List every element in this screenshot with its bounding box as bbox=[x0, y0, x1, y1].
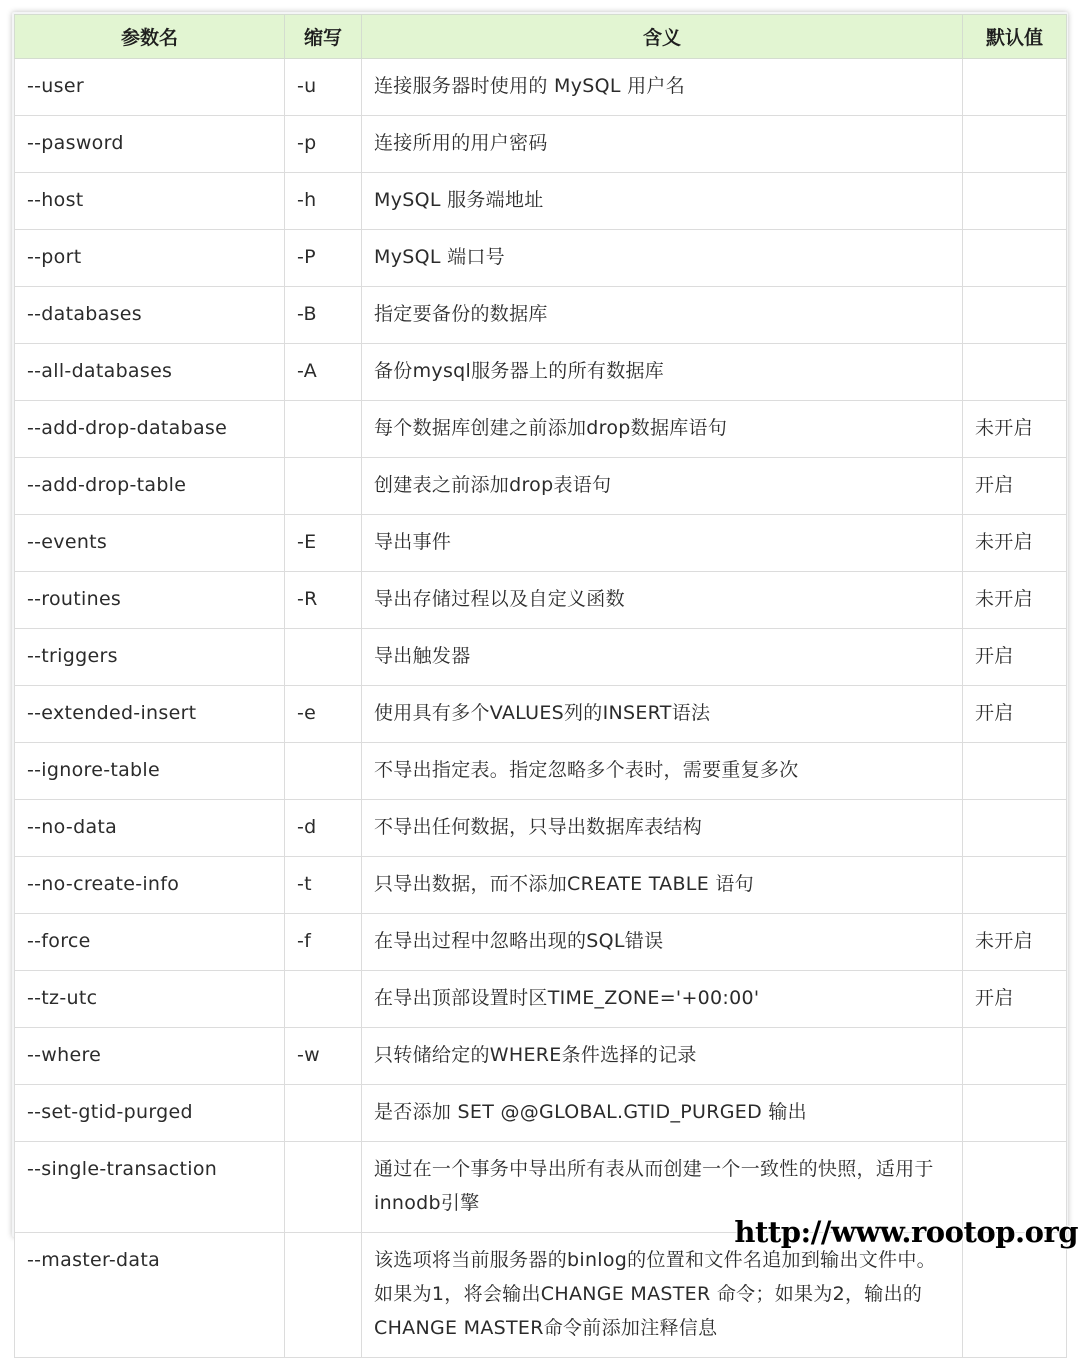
default-value-cell bbox=[963, 1028, 1067, 1085]
param-name-cell: --no-data bbox=[15, 800, 285, 857]
default-value-cell: 未开启 bbox=[963, 515, 1067, 572]
abbreviation-cell bbox=[285, 629, 362, 686]
param-name-cell: --add-drop-table bbox=[15, 458, 285, 515]
abbreviation-cell bbox=[285, 1142, 362, 1233]
default-value-cell: 未开启 bbox=[963, 401, 1067, 458]
abbreviation-cell bbox=[285, 743, 362, 800]
table-row bbox=[15, 1233, 1067, 1358]
param-name-cell: --user bbox=[15, 59, 285, 116]
default-value-cell bbox=[963, 1233, 1067, 1358]
param-name-cell: --tz-utc bbox=[15, 971, 285, 1028]
abbreviation-cell: -f bbox=[285, 914, 362, 971]
abbreviation-cell: -d bbox=[285, 800, 362, 857]
meaning-cell: 连接服务器时使用的 MySQL 用户名 bbox=[362, 59, 963, 116]
default-value-cell bbox=[963, 344, 1067, 401]
param-name-cell: --no-create-info bbox=[15, 857, 285, 914]
default-value-cell bbox=[963, 743, 1067, 800]
meaning-cell: 连接所用的用户密码 bbox=[362, 116, 963, 173]
abbreviation-cell: -e bbox=[285, 686, 362, 743]
meaning-cell: 指定要备份的数据库 bbox=[362, 287, 963, 344]
meaning-cell: 不导出指定表。指定忽略多个表时，需要重复多次 bbox=[362, 743, 963, 800]
default-value-cell: 开启 bbox=[963, 629, 1067, 686]
meaning-cell: 通过在一个事务中导出所有表从而创建一个一致性的快照，适用于innodb引擎 bbox=[362, 1142, 963, 1233]
meaning-cell: 导出存储过程以及自定义函数 bbox=[362, 572, 963, 629]
default-value-cell: 开启 bbox=[963, 458, 1067, 515]
param-name-cell: --host bbox=[15, 173, 285, 230]
param-name-cell: --single-transaction bbox=[15, 1142, 285, 1233]
default-value-cell bbox=[963, 230, 1067, 287]
param-name-cell: --extended-insert bbox=[15, 686, 285, 743]
watermark: http://www.rootop.org bbox=[734, 1215, 1078, 1249]
default-value-cell bbox=[963, 800, 1067, 857]
meaning-cell: 创建表之前添加drop表语句 bbox=[362, 458, 963, 515]
abbreviation-cell: -E bbox=[285, 515, 362, 572]
table-row bbox=[15, 401, 1067, 458]
abbreviation-cell: -B bbox=[285, 287, 362, 344]
table-row bbox=[15, 1085, 1067, 1142]
table-row bbox=[15, 743, 1067, 800]
table-row bbox=[15, 1028, 1067, 1085]
param-name-cell: --databases bbox=[15, 287, 285, 344]
abbreviation-cell bbox=[285, 1233, 362, 1358]
abbreviation-cell bbox=[285, 1085, 362, 1142]
header-param-name: 参数名 bbox=[15, 15, 285, 59]
param-name-cell: --master-data bbox=[15, 1233, 285, 1358]
default-value-cell: 未开启 bbox=[963, 914, 1067, 971]
meaning-cell: 只转储给定的WHERE条件选择的记录 bbox=[362, 1028, 963, 1085]
meaning-cell: 导出触发器 bbox=[362, 629, 963, 686]
param-name-cell: --triggers bbox=[15, 629, 285, 686]
default-value-cell: 开启 bbox=[963, 971, 1067, 1028]
table-row bbox=[15, 173, 1067, 230]
table-row bbox=[15, 515, 1067, 572]
meaning-cell: 不导出任何数据，只导出数据库表结构 bbox=[362, 800, 963, 857]
meaning-cell: 备份mysql服务器上的所有数据库 bbox=[362, 344, 963, 401]
table-card bbox=[12, 12, 1068, 1339]
meaning-cell: 使用具有多个VALUES列的INSERT语法 bbox=[362, 686, 963, 743]
param-name-cell: --force bbox=[15, 914, 285, 971]
abbreviation-cell: -p bbox=[285, 116, 362, 173]
table-row bbox=[15, 344, 1067, 401]
default-value-cell bbox=[963, 59, 1067, 116]
table-row bbox=[15, 458, 1067, 515]
table-body bbox=[15, 59, 1067, 1358]
table-row bbox=[15, 686, 1067, 743]
header-abbreviation: 缩写 bbox=[285, 15, 362, 59]
meaning-cell: 在导出顶部设置时区TIME_ZONE='+00:00' bbox=[362, 971, 963, 1028]
header-default-value: 默认值 bbox=[963, 15, 1067, 59]
meaning-cell: 只导出数据，而不添加CREATE TABLE 语句 bbox=[362, 857, 963, 914]
abbreviation-cell: -t bbox=[285, 857, 362, 914]
meaning-cell: 每个数据库创建之前添加drop数据库语句 bbox=[362, 401, 963, 458]
table-row bbox=[15, 572, 1067, 629]
table-row bbox=[15, 116, 1067, 173]
default-value-cell bbox=[963, 857, 1067, 914]
meaning-cell: 在导出过程中忽略出现的SQL错误 bbox=[362, 914, 963, 971]
abbreviation-cell bbox=[285, 401, 362, 458]
abbreviation-cell bbox=[285, 971, 362, 1028]
param-name-cell: --where bbox=[15, 1028, 285, 1085]
table-row bbox=[15, 230, 1067, 287]
meaning-cell: 该选项将当前服务器的binlog的位置和文件名追加到输出文件中。如果为1，将会输出CHANGE MASTER 命令；如果为2，输出的CHANGE MASTER命令前添加注释信息 bbox=[362, 1233, 963, 1358]
param-name-cell: --ignore-table bbox=[15, 743, 285, 800]
default-value-cell bbox=[963, 116, 1067, 173]
table-row bbox=[15, 914, 1067, 971]
abbreviation-cell: -P bbox=[285, 230, 362, 287]
abbreviation-cell: -R bbox=[285, 572, 362, 629]
abbreviation-cell bbox=[285, 458, 362, 515]
abbreviation-cell: -w bbox=[285, 1028, 362, 1085]
table-header bbox=[15, 15, 1067, 59]
default-value-cell: 开启 bbox=[963, 686, 1067, 743]
abbreviation-cell: -A bbox=[285, 344, 362, 401]
header-meaning: 含义 bbox=[362, 15, 963, 59]
meaning-cell: MySQL 服务端地址 bbox=[362, 173, 963, 230]
table-row bbox=[15, 59, 1067, 116]
param-name-cell: --set-gtid-purged bbox=[15, 1085, 285, 1142]
default-value-cell bbox=[963, 287, 1067, 344]
default-value-cell bbox=[963, 1085, 1067, 1142]
meaning-cell: MySQL 端口号 bbox=[362, 230, 963, 287]
abbreviation-cell: -h bbox=[285, 173, 362, 230]
table-row bbox=[15, 287, 1067, 344]
default-value-cell: 未开启 bbox=[963, 572, 1067, 629]
meaning-cell: 是否添加 SET @@GLOBAL.GTID_PURGED 输出 bbox=[362, 1085, 963, 1142]
param-name-cell: --routines bbox=[15, 572, 285, 629]
meaning-cell: 导出事件 bbox=[362, 515, 963, 572]
table-row bbox=[15, 857, 1067, 914]
param-name-cell: --pasword bbox=[15, 116, 285, 173]
default-value-cell bbox=[963, 173, 1067, 230]
param-name-cell: --port bbox=[15, 230, 285, 287]
mysqldump-options-table bbox=[14, 14, 1067, 1358]
table-row bbox=[15, 629, 1067, 686]
param-name-cell: --all-databases bbox=[15, 344, 285, 401]
abbreviation-cell: -u bbox=[285, 59, 362, 116]
table-row bbox=[15, 800, 1067, 857]
table-row bbox=[15, 971, 1067, 1028]
param-name-cell: --add-drop-database bbox=[15, 401, 285, 458]
param-name-cell: --events bbox=[15, 515, 285, 572]
